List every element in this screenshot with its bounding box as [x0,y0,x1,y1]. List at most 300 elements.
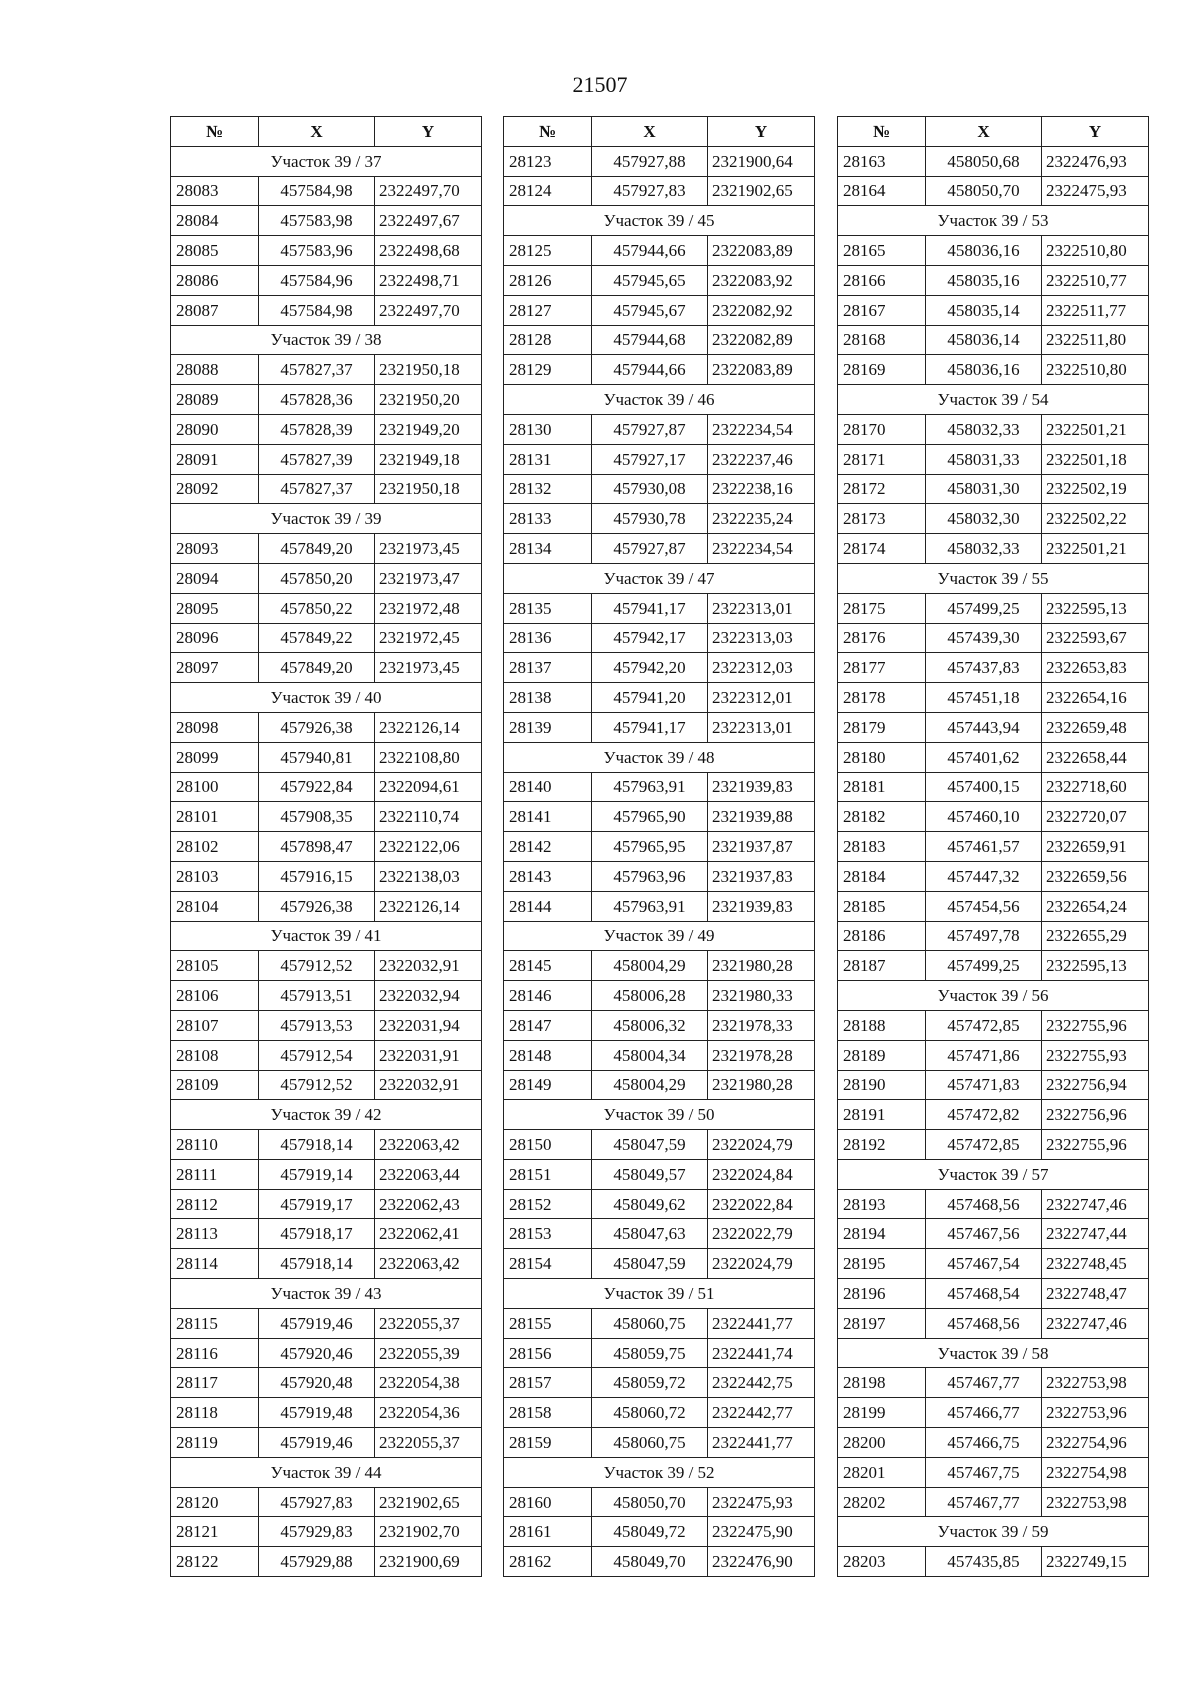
point-number: 28169 [838,355,926,385]
x-coordinate: 457919,46 [259,1428,375,1458]
y-coordinate: 2322501,21 [1042,534,1149,564]
table-row [171,385,482,415]
y-coordinate: 2322054,36 [375,1398,482,1428]
section-row [171,146,482,176]
x-coordinate: 457467,56 [926,1219,1042,1249]
point-number: 28199 [838,1398,926,1428]
table-row [171,444,482,474]
x-coordinate: 457922,84 [259,772,375,802]
table-row [504,325,815,355]
y-coordinate: 2322032,91 [375,1070,482,1100]
point-number: 28172 [838,474,926,504]
table-row [504,683,815,713]
y-coordinate: 2322511,80 [1042,325,1149,355]
y-coordinate: 2322476,90 [708,1547,815,1577]
point-number: 28104 [171,891,259,921]
x-coordinate: 457913,51 [259,981,375,1011]
y-coordinate: 2322031,91 [375,1040,482,1070]
y-coordinate: 2322055,39 [375,1338,482,1368]
x-coordinate: 457827,37 [259,474,375,504]
table-row [171,1428,482,1458]
table-row [838,1308,1149,1338]
x-coordinate: 458004,34 [592,1040,708,1070]
x-coordinate: 457918,14 [259,1130,375,1160]
point-number: 28153 [504,1219,592,1249]
y-coordinate: 2321939,83 [708,891,815,921]
header-y: Y [708,117,815,147]
table-row [504,653,815,683]
point-number: 28191 [838,1100,926,1130]
table-row [838,474,1149,504]
point-number: 28086 [171,265,259,295]
table-row [838,1070,1149,1100]
table-row [838,683,1149,713]
x-coordinate: 457912,52 [259,1070,375,1100]
section-row [171,1100,482,1130]
table-row [504,355,815,385]
x-coordinate: 458050,70 [592,1487,708,1517]
y-coordinate: 2322094,61 [375,772,482,802]
table-row [171,414,482,444]
table-row [838,1487,1149,1517]
table-row [504,1070,815,1100]
y-coordinate: 2322122,06 [375,832,482,862]
point-number: 28182 [838,802,926,832]
table-row [504,534,815,564]
y-coordinate: 2321937,87 [708,832,815,862]
point-number: 28193 [838,1189,926,1219]
x-coordinate: 458047,59 [592,1130,708,1160]
y-coordinate: 2322658,44 [1042,742,1149,772]
table-row [838,1368,1149,1398]
y-coordinate: 2322659,91 [1042,832,1149,862]
point-number: 28144 [504,891,592,921]
x-coordinate: 457472,82 [926,1100,1042,1130]
point-number: 28202 [838,1487,926,1517]
y-coordinate: 2322312,03 [708,653,815,683]
point-number: 28165 [838,236,926,266]
section-title: Участок 39 / 40 [171,683,482,713]
y-coordinate: 2322312,01 [708,683,815,713]
point-number: 28103 [171,861,259,891]
table-row [504,1249,815,1279]
y-coordinate: 2322082,92 [708,295,815,325]
y-coordinate: 2322313,01 [708,593,815,623]
point-number: 28128 [504,325,592,355]
table-row [504,1159,815,1189]
table-row [838,1040,1149,1070]
x-coordinate: 457467,77 [926,1368,1042,1398]
point-number: 28176 [838,623,926,653]
section-row [171,683,482,713]
section-row [838,563,1149,593]
x-coordinate: 457940,81 [259,742,375,772]
table-row [504,593,815,623]
table-row [171,832,482,862]
x-coordinate: 458004,29 [592,1070,708,1100]
x-coordinate: 457827,37 [259,355,375,385]
y-coordinate: 2322126,14 [375,891,482,921]
y-coordinate: 2322501,18 [1042,444,1149,474]
y-coordinate: 2322442,77 [708,1398,815,1428]
section-title: Участок 39 / 57 [838,1159,1149,1189]
x-coordinate: 457920,46 [259,1338,375,1368]
point-number: 28099 [171,742,259,772]
y-coordinate: 2322653,83 [1042,653,1149,683]
section-row [504,1457,815,1487]
y-coordinate: 2322593,67 [1042,623,1149,653]
y-coordinate: 2322756,96 [1042,1100,1149,1130]
y-coordinate: 2322442,75 [708,1368,815,1398]
table-row [838,325,1149,355]
x-coordinate: 457584,98 [259,176,375,206]
table-row [171,1368,482,1398]
section-row [504,742,815,772]
section-title: Участок 39 / 58 [838,1338,1149,1368]
x-coordinate: 458049,70 [592,1547,708,1577]
y-coordinate: 2322510,77 [1042,265,1149,295]
y-coordinate: 2322055,37 [375,1428,482,1458]
table-row [171,1487,482,1517]
x-coordinate: 457439,30 [926,623,1042,653]
x-coordinate: 457942,17 [592,623,708,653]
page-number: 21507 [572,72,628,97]
x-coordinate: 457468,56 [926,1308,1042,1338]
x-coordinate: 457941,17 [592,593,708,623]
y-coordinate: 2322756,94 [1042,1070,1149,1100]
point-number: 28188 [838,1010,926,1040]
point-number: 28092 [171,474,259,504]
table-row [504,802,815,832]
x-coordinate: 457460,10 [926,802,1042,832]
y-coordinate: 2322238,16 [708,474,815,504]
x-coordinate: 457918,14 [259,1249,375,1279]
y-coordinate: 2322755,93 [1042,1040,1149,1070]
table-row [838,1457,1149,1487]
point-number: 28113 [171,1219,259,1249]
x-coordinate: 457447,32 [926,861,1042,891]
y-coordinate: 2322063,44 [375,1159,482,1189]
y-coordinate: 2322024,84 [708,1159,815,1189]
x-coordinate: 457930,78 [592,504,708,534]
y-coordinate: 2322062,41 [375,1219,482,1249]
table-row [504,861,815,891]
point-number: 28100 [171,772,259,802]
x-coordinate: 457941,17 [592,712,708,742]
header-y: Y [1042,117,1149,147]
section-row [504,385,815,415]
table-row [838,504,1149,534]
point-number: 28140 [504,772,592,802]
y-coordinate: 2322022,84 [708,1189,815,1219]
y-coordinate: 2322718,60 [1042,772,1149,802]
x-coordinate: 457908,35 [259,802,375,832]
table-row [838,951,1149,981]
point-number: 28139 [504,712,592,742]
y-coordinate: 2322055,37 [375,1308,482,1338]
point-number: 28154 [504,1249,592,1279]
table-row [171,1547,482,1577]
y-coordinate: 2322024,79 [708,1130,815,1160]
point-number: 28185 [838,891,926,921]
x-coordinate: 458049,57 [592,1159,708,1189]
x-coordinate: 458031,33 [926,444,1042,474]
point-number: 28120 [171,1487,259,1517]
section-title: Участок 39 / 56 [838,981,1149,1011]
point-number: 28152 [504,1189,592,1219]
y-coordinate: 2322313,01 [708,712,815,742]
section-row [838,206,1149,236]
point-number: 28117 [171,1368,259,1398]
x-coordinate: 458006,28 [592,981,708,1011]
x-coordinate: 457916,15 [259,861,375,891]
point-number: 28135 [504,593,592,623]
y-coordinate: 2321950,18 [375,355,482,385]
x-coordinate: 458035,16 [926,265,1042,295]
table-row [171,981,482,1011]
table-row [171,1010,482,1040]
y-coordinate: 2321972,48 [375,593,482,623]
section-title: Участок 39 / 37 [171,146,482,176]
x-coordinate: 457945,67 [592,295,708,325]
table-row [504,474,815,504]
x-coordinate: 457918,17 [259,1219,375,1249]
x-coordinate: 457963,91 [592,891,708,921]
point-number: 28121 [171,1517,259,1547]
x-coordinate: 458036,16 [926,236,1042,266]
y-coordinate: 2322475,90 [708,1517,815,1547]
x-coordinate: 458032,30 [926,504,1042,534]
y-coordinate: 2322510,80 [1042,236,1149,266]
x-coordinate: 457929,88 [259,1547,375,1577]
table-row [838,1428,1149,1458]
table-row [504,891,815,921]
y-coordinate: 2321973,47 [375,563,482,593]
x-coordinate: 458060,72 [592,1398,708,1428]
x-coordinate: 457919,14 [259,1159,375,1189]
point-number: 28091 [171,444,259,474]
y-coordinate: 2322475,93 [708,1487,815,1517]
x-coordinate: 457849,22 [259,623,375,653]
table-row [838,623,1149,653]
point-number: 28170 [838,414,926,444]
y-coordinate: 2321973,45 [375,653,482,683]
x-coordinate: 457499,25 [926,593,1042,623]
point-number: 28108 [171,1040,259,1070]
table-row [171,1517,482,1547]
y-coordinate: 2322595,13 [1042,593,1149,623]
header-number: № [838,117,926,147]
table-row [838,772,1149,802]
point-number: 28119 [171,1428,259,1458]
table-row [504,1428,815,1458]
x-coordinate: 457926,38 [259,712,375,742]
coordinates-table-2 [503,116,815,1577]
point-number: 28102 [171,832,259,862]
section-row [504,1279,815,1309]
section-title: Участок 39 / 54 [838,385,1149,415]
x-coordinate: 457472,85 [926,1130,1042,1160]
table-row [838,1547,1149,1577]
section-title: Участок 39 / 45 [504,206,815,236]
y-coordinate: 2322755,96 [1042,1010,1149,1040]
x-coordinate: 458006,32 [592,1010,708,1040]
y-coordinate: 2321978,28 [708,1040,815,1070]
table-row [504,1219,815,1249]
section-row [838,1338,1149,1368]
x-coordinate: 457944,66 [592,355,708,385]
y-coordinate: 2322126,14 [375,712,482,742]
section-title: Участок 39 / 46 [504,385,815,415]
table-row [504,1308,815,1338]
x-coordinate: 457927,83 [259,1487,375,1517]
y-coordinate: 2322476,93 [1042,146,1149,176]
table-row [504,1398,815,1428]
section-title: Участок 39 / 48 [504,742,815,772]
point-number: 28161 [504,1517,592,1547]
point-number: 28112 [171,1189,259,1219]
y-coordinate: 2321980,33 [708,981,815,1011]
table-row [171,1189,482,1219]
point-number: 28138 [504,683,592,713]
y-coordinate: 2322498,71 [375,265,482,295]
table-row [838,146,1149,176]
y-coordinate: 2322749,15 [1042,1547,1149,1577]
table-row [838,712,1149,742]
point-number: 28166 [838,265,926,295]
y-coordinate: 2322595,13 [1042,951,1149,981]
table-row [504,1517,815,1547]
point-number: 28093 [171,534,259,564]
point-number: 28114 [171,1249,259,1279]
section-title: Участок 39 / 41 [171,921,482,951]
x-coordinate: 458032,33 [926,534,1042,564]
y-coordinate: 2322748,45 [1042,1249,1149,1279]
y-coordinate: 2321950,18 [375,474,482,504]
section-title: Участок 39 / 47 [504,563,815,593]
x-coordinate: 457472,85 [926,1010,1042,1040]
table-row [838,653,1149,683]
table-row [838,1130,1149,1160]
table-row [171,563,482,593]
point-number: 28158 [504,1398,592,1428]
x-coordinate: 457583,96 [259,236,375,266]
table-row [171,593,482,623]
table-row [171,712,482,742]
point-number: 28178 [838,683,926,713]
table-row [171,1398,482,1428]
table-row [838,265,1149,295]
point-number: 28157 [504,1368,592,1398]
x-coordinate: 457945,65 [592,265,708,295]
point-number: 28146 [504,981,592,1011]
point-number: 28129 [504,355,592,385]
y-coordinate: 2322234,54 [708,414,815,444]
y-coordinate: 2322755,96 [1042,1130,1149,1160]
point-number: 28089 [171,385,259,415]
point-number: 28124 [504,176,592,206]
point-number: 28084 [171,206,259,236]
x-coordinate: 458050,68 [926,146,1042,176]
y-coordinate: 2321972,45 [375,623,482,653]
x-coordinate: 457930,08 [592,474,708,504]
x-coordinate: 457913,53 [259,1010,375,1040]
section-row [504,563,815,593]
table-row [838,921,1149,951]
table-row [171,176,482,206]
y-coordinate: 2321900,69 [375,1547,482,1577]
y-coordinate: 2321902,65 [708,176,815,206]
section-title: Участок 39 / 49 [504,921,815,951]
table-row [171,1308,482,1338]
table-row [171,355,482,385]
point-number: 28105 [171,951,259,981]
point-number: 28133 [504,504,592,534]
table-row [504,951,815,981]
table-row [504,265,815,295]
table-row [171,1219,482,1249]
y-coordinate: 2322237,46 [708,444,815,474]
x-coordinate: 457828,36 [259,385,375,415]
table-row [504,1547,815,1577]
y-coordinate: 2322024,79 [708,1249,815,1279]
section-row [838,1517,1149,1547]
table-row [838,1398,1149,1428]
point-number: 28168 [838,325,926,355]
y-coordinate: 2322032,91 [375,951,482,981]
y-coordinate: 2321939,83 [708,772,815,802]
point-number: 28197 [838,1308,926,1338]
x-coordinate: 457850,22 [259,593,375,623]
table-row [838,1010,1149,1040]
point-number: 28175 [838,593,926,623]
x-coordinate: 457471,83 [926,1070,1042,1100]
x-coordinate: 457471,86 [926,1040,1042,1070]
section-title: Участок 39 / 52 [504,1457,815,1487]
point-number: 28187 [838,951,926,981]
point-number: 28149 [504,1070,592,1100]
table-row [171,891,482,921]
y-coordinate: 2322082,89 [708,325,815,355]
x-coordinate: 457584,98 [259,295,375,325]
x-coordinate: 458059,75 [592,1338,708,1368]
header-row [171,117,482,147]
x-coordinate: 457443,94 [926,712,1042,742]
x-coordinate: 457467,54 [926,1249,1042,1279]
y-coordinate: 2322083,92 [708,265,815,295]
x-coordinate: 457435,85 [926,1547,1042,1577]
table-row [171,653,482,683]
y-coordinate: 2322138,03 [375,861,482,891]
x-coordinate: 457466,75 [926,1428,1042,1458]
point-number: 28195 [838,1249,926,1279]
x-coordinate: 457849,20 [259,653,375,683]
point-number: 28155 [504,1308,592,1338]
point-number: 28126 [504,265,592,295]
point-number: 28101 [171,802,259,832]
y-coordinate: 2322753,96 [1042,1398,1149,1428]
y-coordinate: 2322754,96 [1042,1428,1149,1458]
point-number: 28115 [171,1308,259,1338]
x-coordinate: 458047,59 [592,1249,708,1279]
table-row [171,623,482,653]
table-row [171,802,482,832]
table-row [838,1100,1149,1130]
table-row [504,712,815,742]
table-row [171,1130,482,1160]
section-title: Участок 39 / 55 [838,563,1149,593]
x-coordinate: 457912,52 [259,951,375,981]
